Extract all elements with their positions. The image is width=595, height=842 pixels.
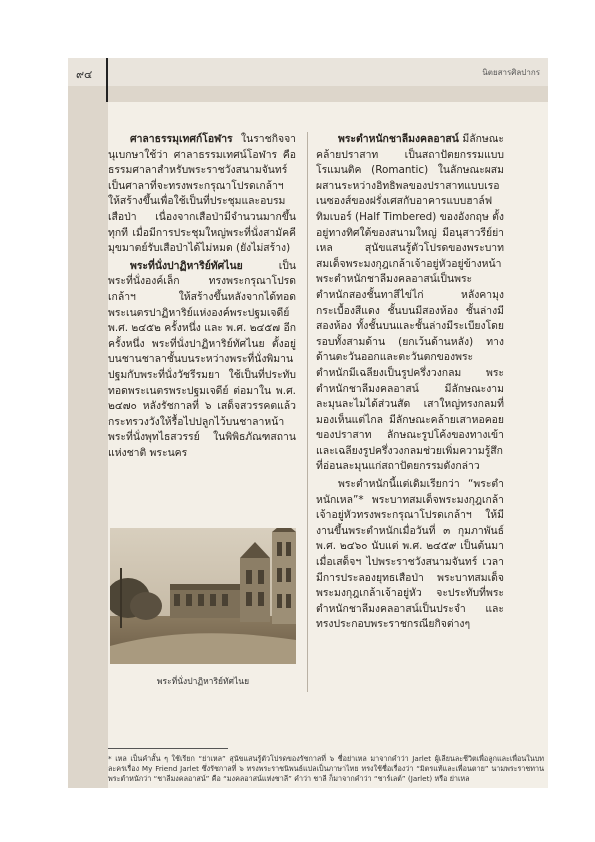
page-header: [68, 58, 548, 86]
heading-sala-dhamma: ศาลาธรรมุเทศก์โอฬาร: [130, 133, 233, 145]
page-number: ๙๔: [76, 68, 93, 81]
footnotes: [108, 754, 544, 784]
body-patiharn-tasanai: เป็นพระที่นั่งองค์เล็ก ทรงพระกรุณาโปรดเกล้าฯ ให้สร้างขึ้นหลังจากได้ทอดพระเนตรปาฏิหาริย์แห่งองค์พระปฐมเจดีย์ พ.ศ. ๒๔๕๒ ครั้งหนึ่ง และ พ.ศ. ๒๔๕๗ อีกครั้งหนึ่ง พระที่นั่งปาฏิหาริย์ทัศไนย ตั้งอยู่บนชานชาลาชั้นบนระหว่างพระที่นั่งพิมานปฐมกับพระที่นั่งวัชรีรมยา ใช้เป็นที่ประทับทอดพระเนตรพระปฐมเจดีย์ ต่อมาใน พ.ศ. ๒๔๗๐ หลังรัชกาลที่ ๖ เสด็จสวรรคตแล้ว กระทรวงวังให้รื้อไปปลูกไว้บนชาลาหน้าพระที่นั่งพุทไธสวรรย์ ในพิพิธภัณฑสถานแห่งชาติ พระนคร: [108, 259, 296, 459]
historic-photo: [110, 528, 296, 664]
left-column: [108, 132, 296, 463]
header-rule: [106, 58, 108, 102]
paragraph-patiharn-tasanai: [108, 259, 296, 462]
column-divider: [307, 132, 308, 692]
pavilion-photo-illustration: [110, 528, 296, 664]
page-content: [108, 102, 548, 788]
paragraph-tamnak-lae: พระตำหนักนี้แต่เดิมเรียกว่า “พระตำหนักเหล”* พระบาทสมเด็จพระมงกุฎเกล้าเจ้าอยู่หัวทรงพระกรุณาโปรดเกล้าฯ ให้มีงานขึ้นพระตำหนักเมื่อวันที่ ๓ กุมภาพันธ์ พ.ศ. ๒๔๖๐ นับแต่ พ.ศ. ๒๔๕๙ เป็นต้นมา เมื่อเสด็จฯ ไปพระราชวังสนามจันทร์ เวลามีการประลองยุทธเสือป่า พระบาทสมเด็จพระมงกุฎเกล้าเจ้าอยู่หัว จะประทับที่พระตำหนักชาลีมงคลอาสน์เป็นประจำ และทรงประกอบพระราชกรณียกิจต่างๆ: [316, 478, 504, 631]
magazine-page: [68, 58, 548, 788]
paragraph-pavilion-dhamma: [108, 132, 296, 257]
body-chalee-mongkol: มีลักษณะคล้ายปราสาท เป็นสถาปัตยกรรมแบบโรแมนติค (Romantic) ในลักษณะผสมผสานระหว่างอิทธิพลของปราสาทแบบเรอเนซองส์ของฝรั่งเศสกับอาคารแบบฮาล์ฟทิมเบอร์ (Half Timbered) ของอังกฤษ ตั้งอยู่ทางทิศใต้ของสนามใหญ่ มีอนุสาวรีย์ย่าเหล สุนัขแสนรู้ตัวโปรดของพระบาทสมเด็จพระมงกุฎเกล้าเจ้าอยู่หัวอยู่ข้างหน้า พระตำหนักชาลีมงคลอาสน์เป็นพระตำหนักสองชั้นทาสีไข่ไก่ หลังคามุงกระเบื้องสีแดง ชั้นบนมีสองห้อง ชั้นล่างมีสองห้อง ทั้งชั้นบนและชั้นล่างมีระเบียงโดยรอบทั้งสามด้าน (ยกเว้นด้านหลัง) ทางด้านตะวันออกและตะวันตกของพระตำหนักมีเฉลียงเป็นรูปครึ่งวงกลม พระตำหนักชาลีมงคลอาสน์ มีลักษณะงามละมุนละไมได้ส่วนสัด เสาใหญ่ทรงกลมที่มองเห็นแต่ไกล มีลักษณะคล้ายเสาหอคอยของปราสาท ลักษณะรูปโค้งของทางเข้าและเฉลียงรูปครึ่งวงกลมช่วยเพิ่มความรู้สึกที่อ่อนละมุนแก่สถาปัตยกรรมดังกล่าว: [316, 133, 504, 473]
journal-title: นิตยสารศิลปากร: [482, 68, 540, 77]
footnote-jarlet: * เหล เป็นคำสั้น ๆ ใช้เรียก “ย่าเหล” สุนัขแสนรู้ตัวโปรดของรัชกาลที่ ๖ ชื่อย่าเหล มาจากคำว่า Jarlet ผู้เลียนละชีวิตเพื่อลูกและเพื่อนในบทละครเรื่อง My Friend Jarlet ซึ่งรัชกาลที่ ๖ ทรงพระราชนิพนธ์แปลเป็นภาษาไทย ทรงใช้ชื่อเรื่องว่า “มิตรแท้และเพื่อนตาย” นามพระราชทานพระตำหนักว่า “ชาลีมงคลอาสน์” คือ “มงคลอาสน์แห่งชาลี” คำว่า ชาลี ก็มาจากคำว่า “ชาร์เลต์” (Jarlet) หรือ ย่าเหล: [108, 754, 544, 783]
right-column: [316, 132, 504, 635]
footnote-rule: [108, 748, 228, 749]
photo-caption: พระที่นั่งปาฏิหาริย์ทัศไนย: [156, 677, 250, 687]
heading-chalee-mongkol: พระตำหนักชาลีมงคลอาสน์: [338, 133, 459, 145]
body-sala-dhamma: ในราชกิจจานุเบกษาใช้ว่า ศาลาธรรมเทศน์โอฬาร คือ ธรรมศาลาสำหรับพระราชวังสนามจันทร์ เป็นศาลาที่จะทรงพระกรุณาโปรดเกล้าฯ ให้สร้างขึ้นเพื่อใช้เป็นที่ประชุมและอบรมเสือป่า เนื่องจากเสือป่ามีจำนวนมากขึ้นทุกที เมื่อมีการประชุมใหญ่พระที่นั่งสามัคคีมุขมาตย์รับเสือป่าได้ไม่หมด (ยังไม่สร้าง): [108, 133, 296, 255]
paragraph-chalee-mongkol: [316, 132, 504, 475]
heading-patiharn-tasanai: พระที่นั่งปาฏิหาริย์ทัศไนย: [130, 259, 243, 272]
